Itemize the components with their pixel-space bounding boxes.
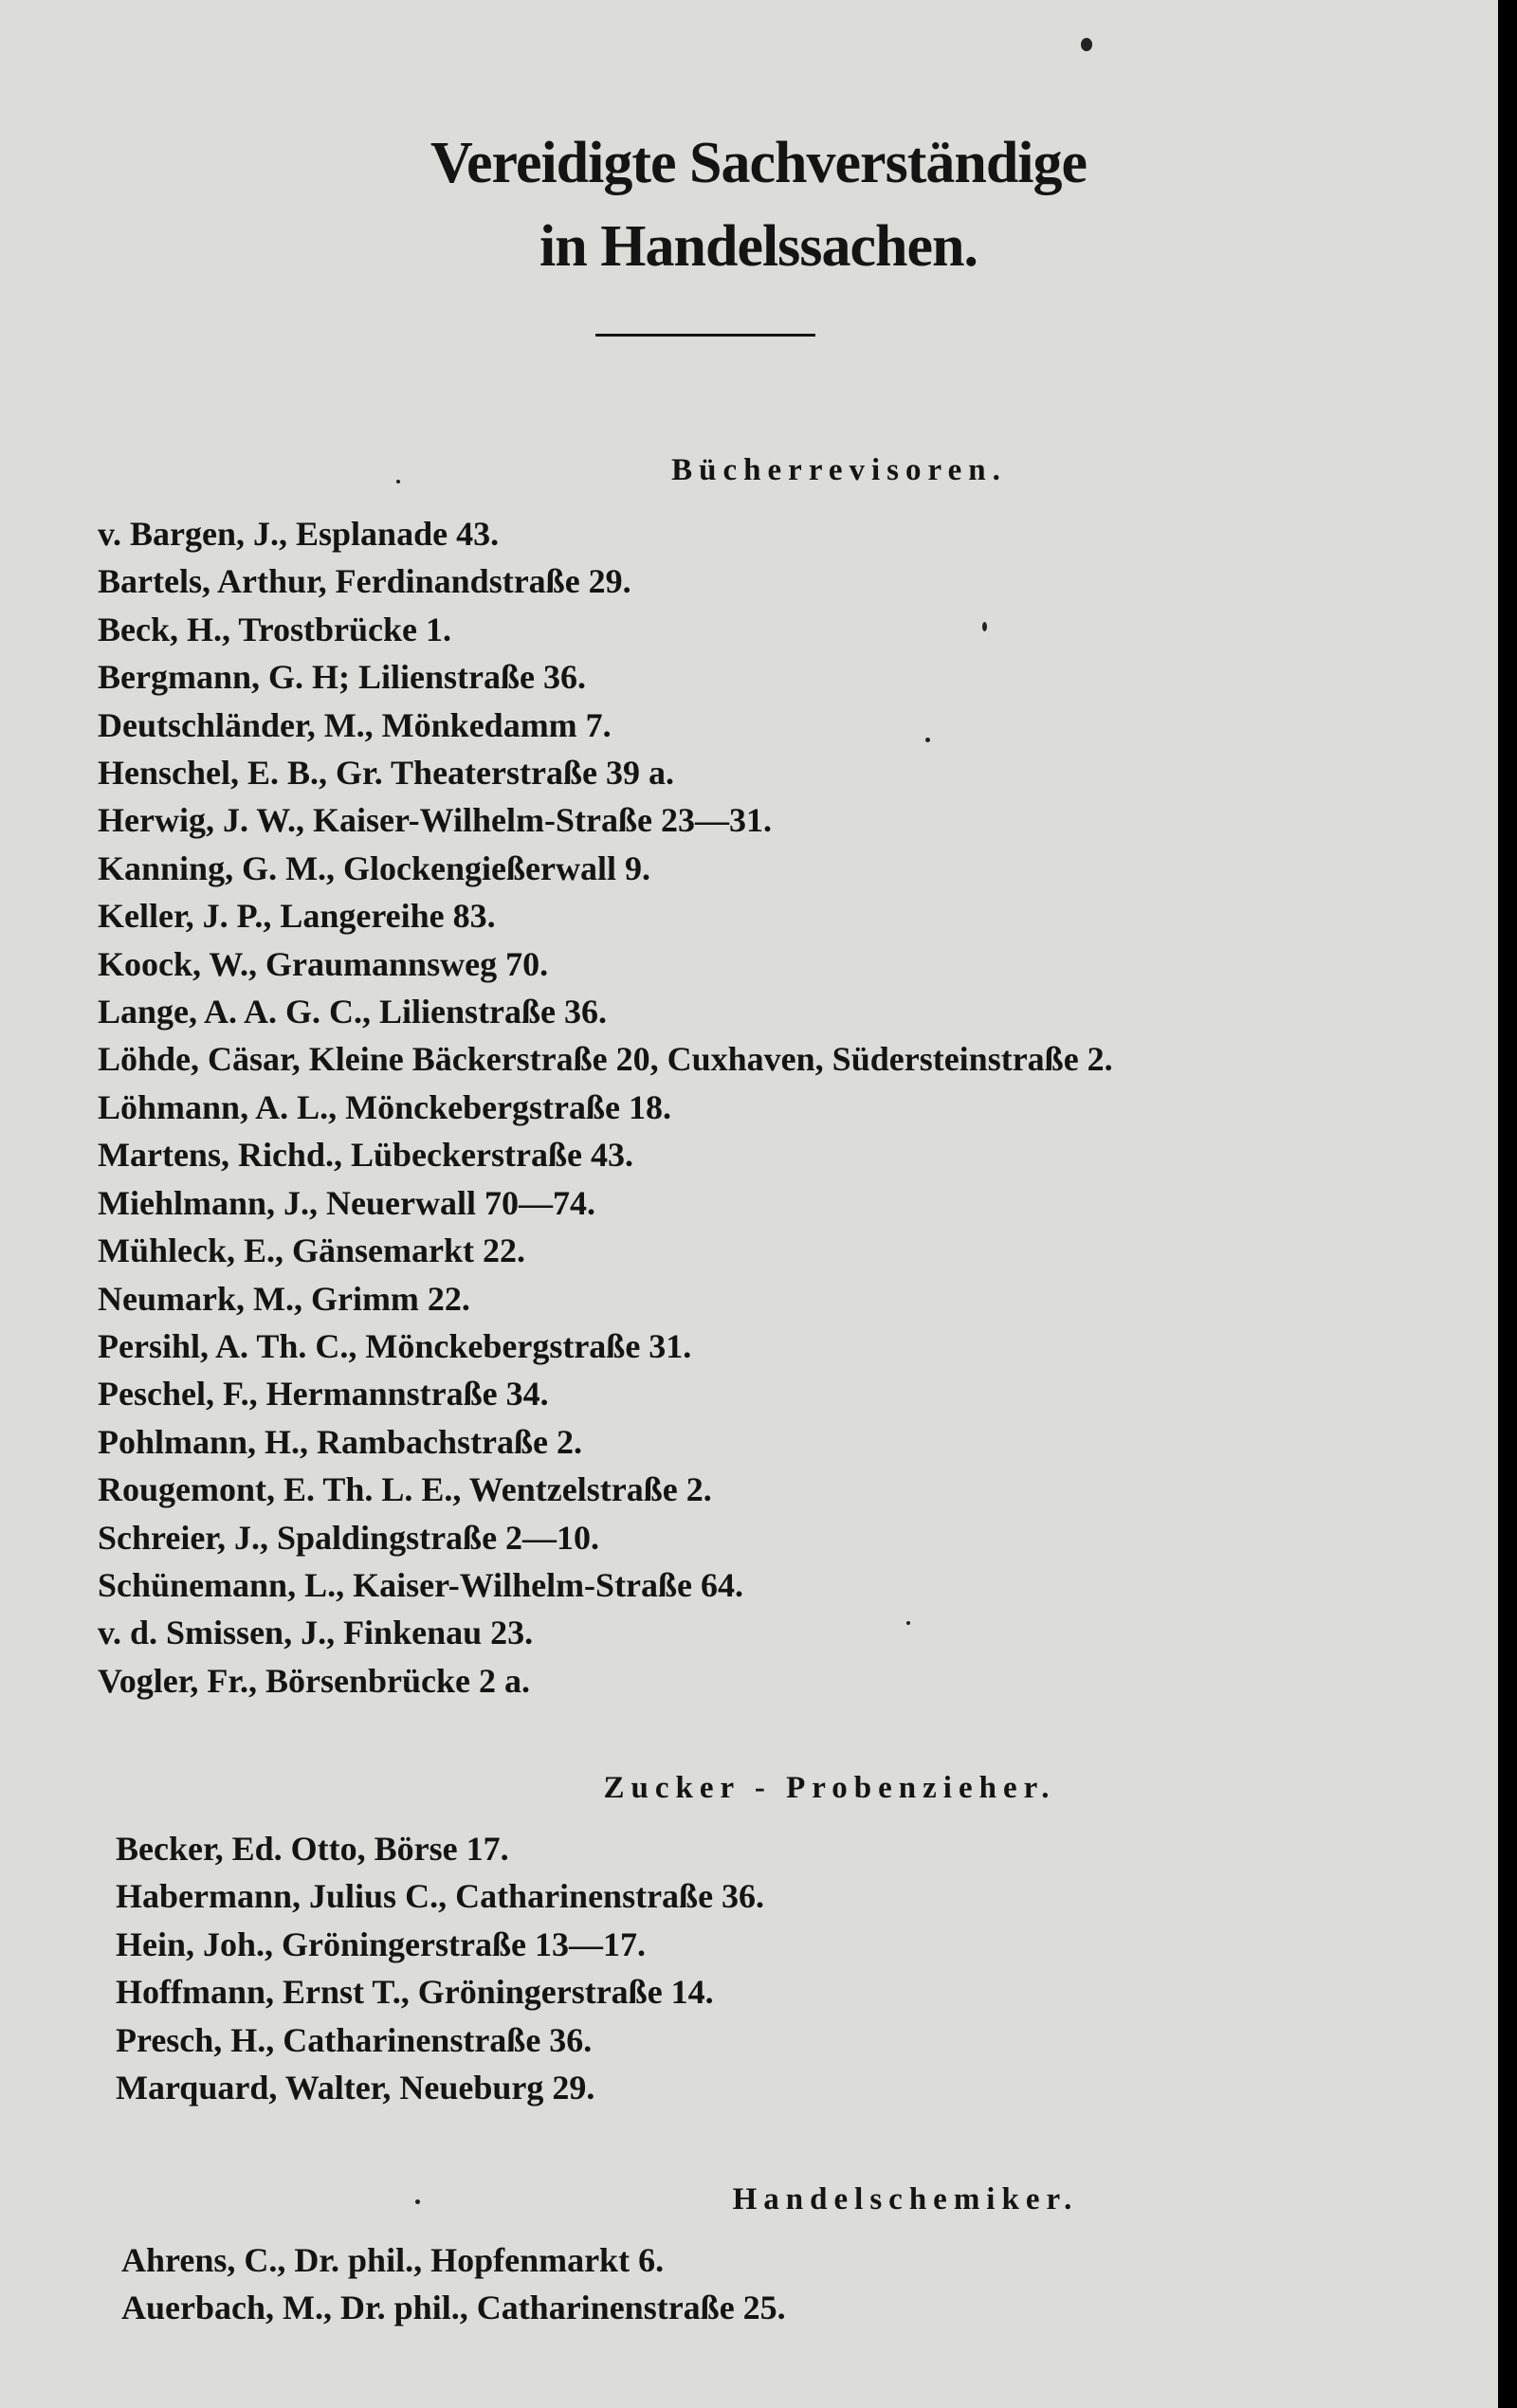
list-item: Mühleck, E., Gänsemarkt 22. xyxy=(98,1231,526,1270)
list-item: Keller, J. P., Langereihe 83. xyxy=(98,897,496,936)
list-item: Miehlmann, J., Neuerwall 70—74. xyxy=(98,1183,595,1222)
list-handelschemiker xyxy=(121,2236,786,2332)
list-item: Lange, A. A. G. C., Lilienstraße 36. xyxy=(98,993,608,1031)
scan-speck xyxy=(1081,38,1092,51)
list-item: Ahrens, C., Dr. phil., Hopfenmarkt 6. xyxy=(121,2241,665,2279)
scan-speck xyxy=(396,480,400,483)
list-item: Deutschländer, M., Mönkedamm 7. xyxy=(98,705,612,744)
list-item: Beck, H., Trostbrücke 1. xyxy=(98,610,452,648)
list-item: Peschel, F., Hermannstraße 34. xyxy=(98,1375,549,1414)
list-item: Pohlmann, H., Rambachstraße 2. xyxy=(98,1422,583,1461)
list-zucker-probenzieher xyxy=(116,1825,764,2111)
list-item: Schreier, J., Spaldingstraße 2—10. xyxy=(98,1518,600,1557)
list-item: Rougemont, E. Th. L. E., Wentzelstraße 2. xyxy=(98,1470,712,1509)
scan-speck xyxy=(925,738,930,742)
list-item: Henschel, E. B., Gr. Theaterstraße 39 a. xyxy=(98,754,674,793)
list-item: Auerbach, M., Dr. phil., Catharinenstraße 25. xyxy=(121,2289,786,2327)
list-item: Schünemann, L., Kaiser-Wilhelm-Straße 64. xyxy=(98,1565,744,1604)
section-heading-zucker-probenzieher: Zucker - Probenzieher. xyxy=(603,1771,1056,1805)
scan-speck xyxy=(415,2199,420,2204)
list-item: Persihl, A. Th. C., Mönckebergstraße 31. xyxy=(98,1326,692,1365)
list-item: Becker, Ed. Otto, Börse 17. xyxy=(116,1830,509,1868)
list-item: Kanning, G. M., Glockengießerwall 9. xyxy=(98,848,651,887)
list-item: v. d. Smissen, J., Finkenau 23. xyxy=(98,1614,534,1652)
scan-speck xyxy=(982,622,987,631)
list-item: Vogler, Fr., Börsenbrücke 2 a. xyxy=(98,1661,531,1700)
title-line-2: in Handelssachen. xyxy=(539,214,978,279)
list-item: Koock, W., Graumannsweg 70. xyxy=(98,944,549,983)
list-item: Presch, H., Catharinenstraße 36. xyxy=(116,2020,593,2059)
list-item: Habermann, Julius C., Catharinenstraße 36. xyxy=(116,1877,765,1916)
list-item: Hoffmann, Ernst T., Gröningerstraße 14. xyxy=(116,1973,714,2012)
list-item: Martens, Richd., Lübeckerstraße 43. xyxy=(98,1136,633,1175)
list-item: v. Bargen, J., Esplanade 43. xyxy=(98,515,500,553)
title-divider xyxy=(595,334,815,337)
list-item: Neumark, M., Grimm 22. xyxy=(98,1279,470,1318)
scan-speck xyxy=(906,1621,910,1625)
list-buecherrevisoren xyxy=(98,510,1113,1705)
list-item: Löhmann, A. L., Mönckebergstraße 18. xyxy=(98,1087,672,1126)
list-item: Hein, Joh., Gröningerstraße 13—17. xyxy=(116,1925,646,1963)
title-line-1: Vereidigte Sachverständige xyxy=(430,131,1087,195)
page-title xyxy=(0,121,1517,288)
list-item: Bartels, Arthur, Ferdinandstraße 29. xyxy=(98,562,631,601)
section-heading-handelschemiker: Handelschemiker. xyxy=(732,2182,1079,2216)
section-heading-buecherrevisoren: Bücherrevisoren. xyxy=(671,453,1007,487)
list-item: Marquard, Walter, Neueburg 29. xyxy=(116,2069,595,2107)
list-item: Herwig, J. W., Kaiser-Wilhelm-Straße 23—31. xyxy=(98,801,772,840)
list-item: Bergmann, G. H; Lilienstraße 36. xyxy=(98,658,586,697)
list-item: Löhde, Cäsar, Kleine Bäckerstraße 20, Cuxhaven, Südersteinstraße 2. xyxy=(98,1040,1113,1079)
